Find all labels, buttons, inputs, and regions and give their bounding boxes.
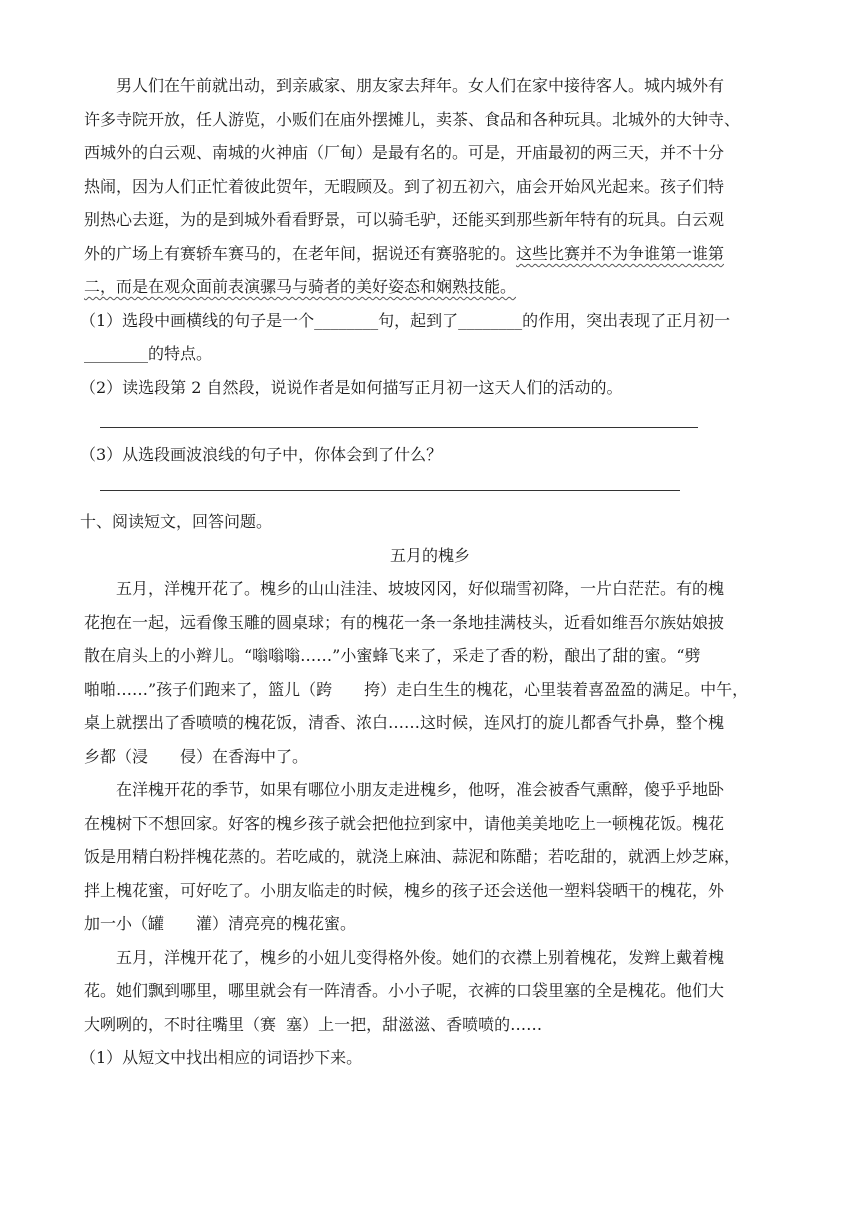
para2-line-2: 在槐树下不想回家。好客的槐乡孩子就会把他拉到家中，请他美美地吃上一顿槐花饭。槐花	[84, 814, 725, 833]
question-3: （3）从选段画波浪线的句子中，你体会到了什么？	[80, 445, 443, 464]
para2-line-3: 饭是用精白粉拌槐花蒸的。若吃咸的，就浇上麻油、蒜泥和陈醋；若吃甜的，就洒上炒芝麻，	[84, 847, 741, 866]
para1-line-4: 啪啪……”孩子们跑来了，篮儿（跨 挎）走白生生的槐花，心里装着喜盈盈的满足。中午，	[84, 680, 749, 699]
para1-line-6: 乡都（浸 侵）在香海中了。	[84, 747, 309, 766]
passage1-line-5: 别热心去逛，为的是到城外看看野景，可以骑毛驴，还能买到那些新年特有的玩具。白云观	[84, 210, 725, 229]
passage-title: 五月的槐乡	[389, 546, 470, 565]
passage1-line-6-text: 外的广场上有赛轿车赛马的，在老年间，据说还有赛骆驼的。	[84, 244, 517, 263]
section-10-heading: 十、阅读短文，回答问题。	[80, 512, 273, 531]
para3-line-1: 五月，洋槐开花了，槐乡的小妞儿变得格外俊。她们的衣襟上别着槐花，发辫上戴着槐	[116, 948, 725, 967]
para1-line-3: 散在肩头上的小辫儿。“嗡嗡嗡……”小蜜蜂飞来了，采走了香的粉，酿出了甜的蜜。“劈	[84, 646, 701, 665]
wavy-sentence-part-1: 这些比赛并不为争谁第一谁第	[516, 244, 725, 263]
para2-line-5: 加一小（罐 灌）清亮亮的槐花蜜。	[84, 914, 357, 933]
para3-line-3: 大咧咧的，不时往嘴里（赛 塞）上一把，甜滋滋、香喷喷的……	[84, 1015, 543, 1034]
para1-line-5: 桌上就摆出了香喷喷的槐花饭，清香、浓白……这时候，连风打的旋儿都香气扑鼻，整个槐	[84, 713, 725, 732]
answer-line-3[interactable]	[100, 490, 680, 491]
passage1-line-6	[84, 244, 724, 264]
para1-line-1: 五月，洋槐开花了。槐乡的山山洼洼、坡坡冈冈，好似瑞雪初降，一片白茫茫。有的槐	[116, 579, 725, 598]
para2-line-1: 在洋槐开花的季节，如果有哪位小朋友走进槐乡，他呀，准会被香气熏醉，傻乎乎地卧	[116, 780, 725, 799]
question-2: （2）读选段第 2 自然段，说说作者是如何描写正月初一这天人们的活动的。	[80, 378, 623, 397]
section-10-question-1: （1）从短文中找出相应的词语抄下来。	[80, 1048, 363, 1067]
wavy-sentence-part-2: 二，而是在观众面前表演骡马与骑者的美好姿态和娴熟技能。	[84, 277, 517, 296]
passage1-line-2: 许多寺院开放，任人游览，小贩们在庙外摆摊儿，卖茶、食品和各种玩具。北城外的大钟寺、	[84, 110, 741, 129]
answer-line-2[interactable]	[100, 427, 698, 428]
passage1-line-7	[84, 277, 516, 297]
para1-line-2: 花抱在一起，远看像玉雕的圆桌球；有的槐花一条一条地挂满枝头，近看如维吾尔族姑娘披	[84, 613, 725, 632]
passage1-line-4: 热闹，因为人们正忙着彼此贺年，无暇顾及。到了初五初六，庙会开始风光起来。孩子们特	[84, 177, 725, 196]
para2-line-4: 拌上槐花蜜，可好吃了。小朋友临走的时候，槐乡的孩子还会送他一塑料袋晒干的槐花，外	[84, 881, 725, 900]
question-1-continued: ________的特点。	[84, 344, 213, 363]
question-1: （1）选段中画横线的句子是一个________句，起到了________的作用，突出表现了正月初一	[80, 311, 731, 330]
passage1-line-1: 男人们在午前就出动，到亲戚家、朋友家去拜年。女人们在家中接待客人。城内城外有	[116, 76, 725, 95]
passage1-line-3: 西城外的白云观、南城的火神庙（厂甸）是最有名的。可是，开庙最初的两三天，并不十分	[84, 143, 725, 162]
para3-line-2: 花。她们飘到哪里，哪里就会有一阵清香。小小子呢，衣裤的口袋里塞的全是槐花。他们大	[84, 981, 725, 1000]
